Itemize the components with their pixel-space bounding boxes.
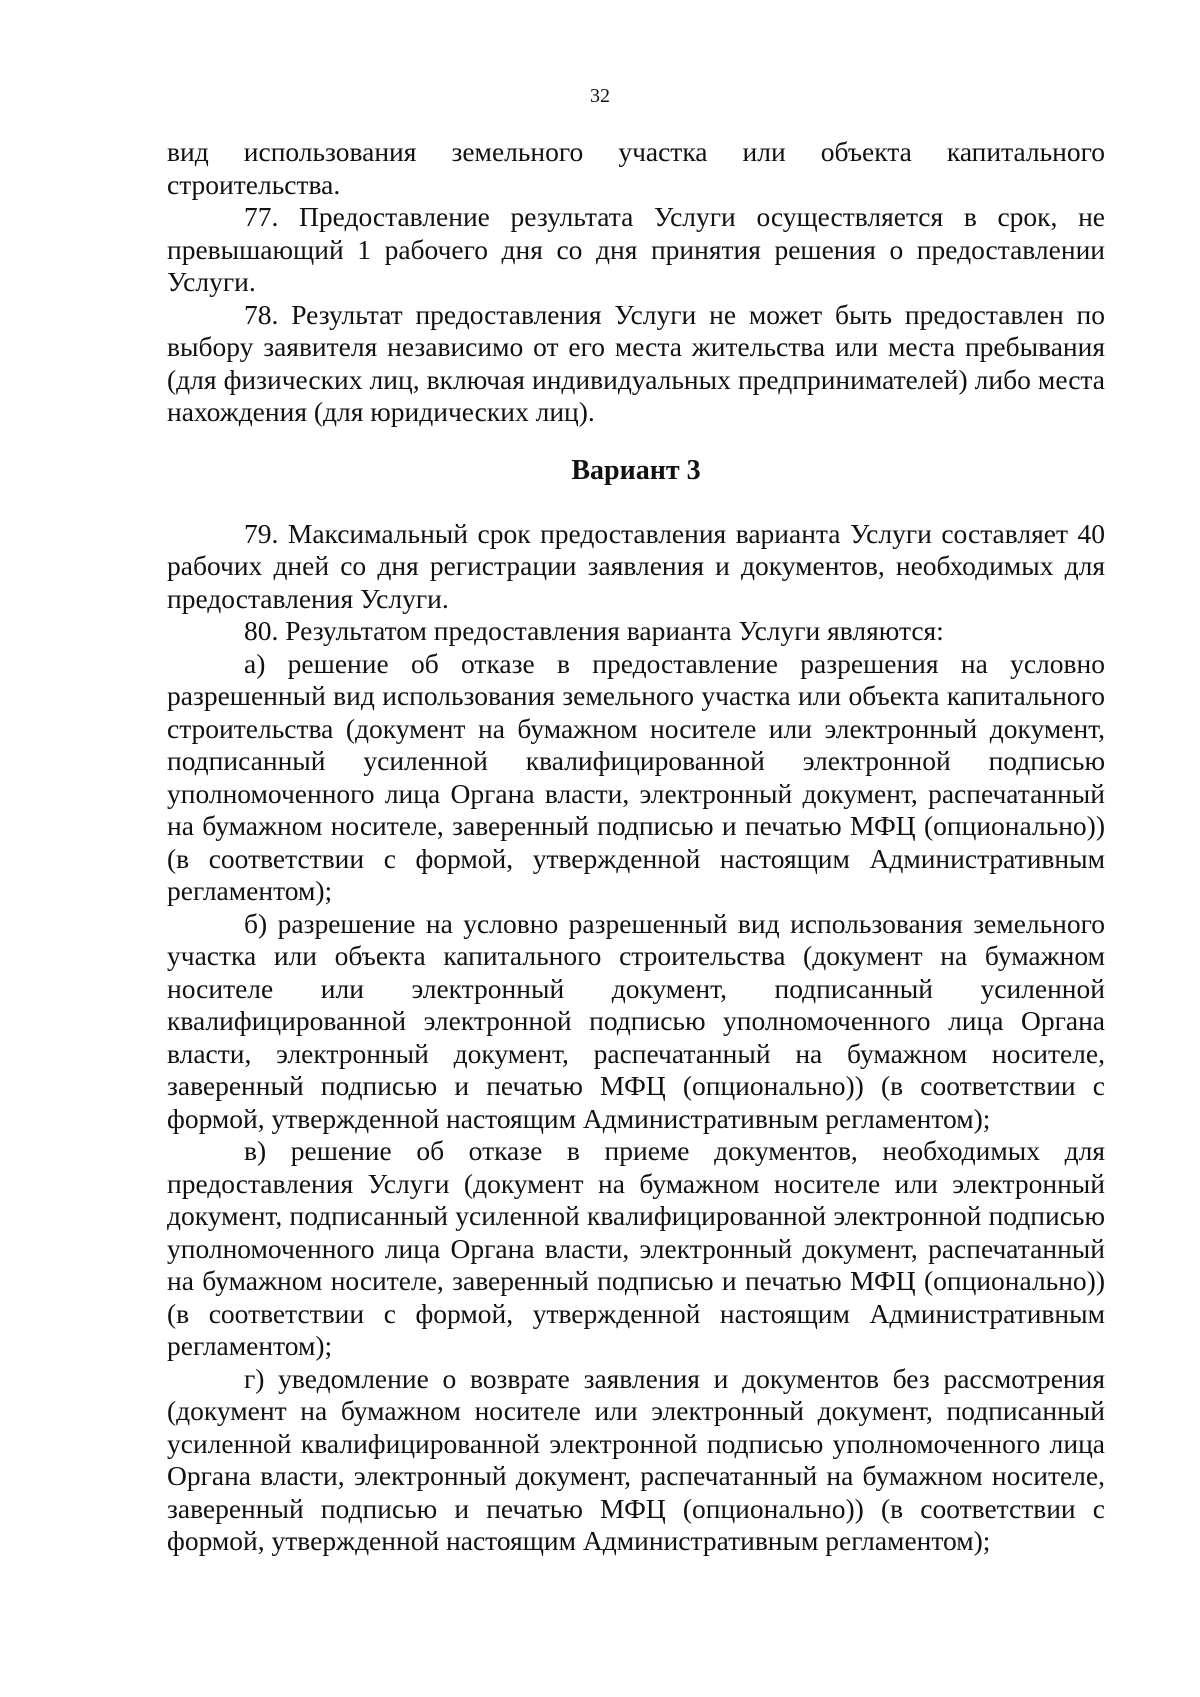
paragraph-77: 77. Предоставление результата Услуги осуществляется в срок, не превышающий 1 рабочего дня со дня принятия решения о предоставлении Услуги. <box>167 201 1105 297</box>
section-heading: Вариант 3 <box>571 454 701 486</box>
paragraph-continuation: вид использования земельного участка или объекта капитального строительства. <box>167 136 1105 200</box>
list-item-a: а) решение об отказе в предоставление разрешения на условно разрешенный вид использования земельного участка или объекта капитального строительства (документ на бумажном носителе или электронный документ, подписанный усиленной квалифицированной электронной подписью уполномоченного лица Органа власти, электронный документ, распечатанный на бумажном носителе, заверенный подписью и печатью МФЦ (опционально)) (в соответствии с формой, утвержденной настоящим Административным регламентом); <box>167 647 1105 906</box>
document-body <box>167 136 1105 1558</box>
page-number: 32 <box>590 85 610 107</box>
paragraph-78: 78. Результат предоставления Услуги не может быть предоставлен по выбору заявителя независимо от его места жительства или места пребывания (для физических лиц, включая индивидуальных предпринимателей) либо места нахождения (для юридических лиц). <box>167 298 1105 427</box>
paragraph-80: 80. Результатом предоставления варианта Услуги являются: <box>244 615 944 646</box>
paragraph-79: 79. Максимальный срок предоставления варианта Услуги составляет 40 рабочих дней со дня регистрации заявления и документов, необходимых для предоставления Услуги. <box>167 517 1105 614</box>
list-item-v: в) решение об отказе в приеме документов, необходимых для предоставления Услуги (документ на бумажном носителе или электронный документ, подписанный усиленной квалифицированной электронной подписью уполномоченного лица Органа власти, электронный документ, распечатанный на бумажном носителе, заверенный подписью и печатью МФЦ (опционально)) (в соответствии с формой, утвержденной настоящим Административным регламентом); <box>167 1135 1105 1361</box>
list-item-g: г) уведомление о возврате заявления и документов без рассмотрения (документ на бумажном носителе или электронный документ, подписанный усиленной квалифицированной электронной подписью уполномоченного лица Органа власти, электронный документ, распечатанный на бумажном носителе, заверенный подписью и печатью МФЦ (опционально)) (в соответствии с формой, утвержденной настоящим Административным регламентом); <box>167 1362 1105 1556</box>
list-item-b: б) разрешение на условно разрешенный вид использования земельного участка или объекта капитального строительства (документ на бумажном носителе или электронный документ, подписанный усиленной квалифицированной электронной подписью уполномоченного лица Органа власти, электронный документ, распечатанный на бумажном носителе, заверенный подписью и печатью МФЦ (опционально)) (в соответствии с формой, утвержденной настоящим Административным регламентом); <box>167 907 1105 1134</box>
